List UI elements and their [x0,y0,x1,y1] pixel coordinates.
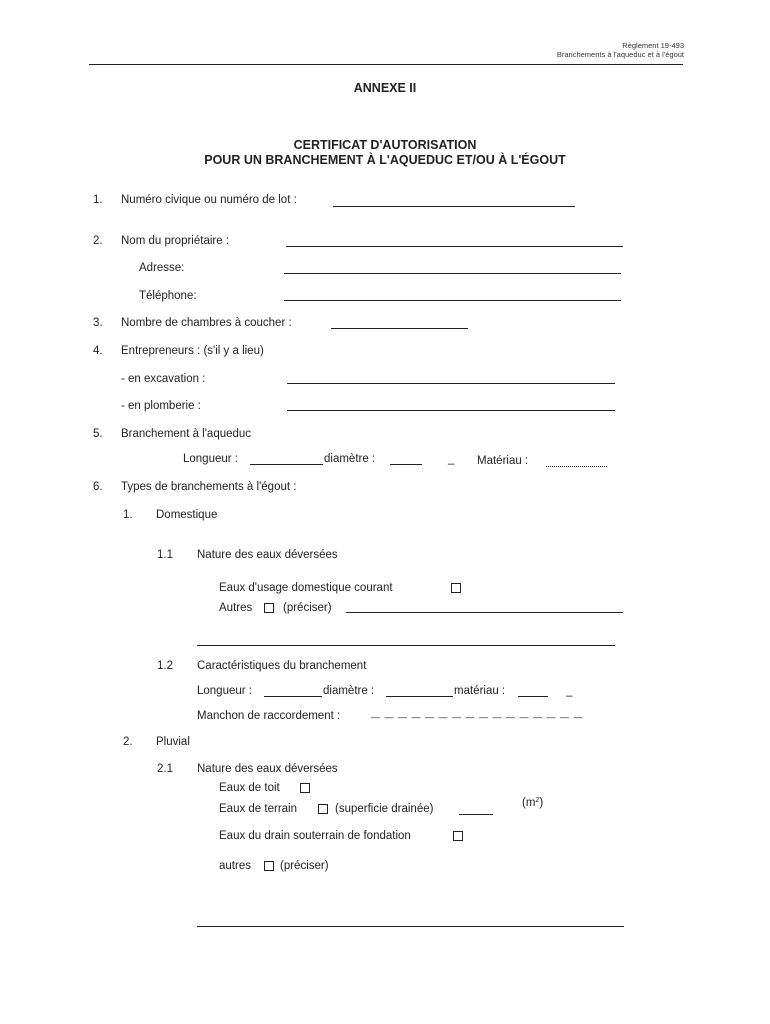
item-3-label: Nombre de chambres à coucher : [121,317,292,329]
domestic-usage-label: Eaux d'usage domestique courant [219,582,393,594]
domestic-1-1-label: Nature des eaux déversées [197,549,338,561]
domestic-material-field[interactable] [518,696,548,697]
excavation-field[interactable] [287,383,615,384]
domestic-length-label: Longueur : [197,685,252,697]
domestic-usage-checkbox[interactable] [451,583,461,593]
item-2-number: 2. [93,235,103,247]
domestic-length-field[interactable] [264,696,322,697]
drained-area-field[interactable] [459,814,493,815]
address-field[interactable] [284,273,621,274]
certificate-subtitle: POUR UN BRANCHEMENT À L'AQUEDUC ET/OU À L'ÉGOUT [204,153,566,167]
header-subject: Branchements à l'aqueduc et à l'égout [556,50,684,59]
header-rule [89,64,683,65]
bedrooms-field[interactable] [331,328,468,329]
aqueduct-diameter-field[interactable] [390,464,422,465]
domestic-specify-field[interactable] [346,612,623,613]
item-3-number: 3. [93,317,103,329]
ground-water-checkbox[interactable] [318,804,328,814]
coupling-field[interactable]: — — — — — — — — — — — — — — — — [371,712,584,722]
storm-2-1-number: 2.1 [157,763,173,775]
storm-other-label: autres [219,860,251,872]
item-4-label: Entrepreneurs : (s'il y a lieu) [121,345,264,357]
annex-title: ANNEXE II [353,81,417,95]
domestic-1-1-number: 1.1 [157,549,173,561]
domestic-label: Domestique [156,509,218,521]
lot-number-field[interactable] [333,206,575,207]
roof-water-label: Eaux de toit [219,782,280,794]
ground-water-label: Eaux de terrain [219,803,297,815]
storm-other-checkbox[interactable] [264,861,274,871]
domestic-dash: _ [566,685,573,697]
domestic-other-checkbox[interactable] [264,603,274,613]
storm-specify-field[interactable] [197,926,624,927]
domestic-specify-field-2[interactable] [197,645,615,646]
domestic-diameter-field[interactable] [386,696,453,697]
coupling-label: Manchon de raccordement : [197,710,341,722]
aqueduct-length-field[interactable] [250,464,323,465]
aqueduct-material-field[interactable] [546,466,607,467]
aqueduct-dash: _ [448,453,455,465]
item-1-number: 1. [93,194,103,206]
domestic-1-2-label: Caractéristiques du branchement [197,660,367,672]
plumbing-field[interactable] [287,410,615,411]
storm-label: Pluvial [156,736,190,748]
item-4-number: 4. [93,345,103,357]
aqueduct-material-label: Matériau : [477,455,529,467]
owner-name-field[interactable] [286,246,623,247]
item-5-number: 5. [93,428,103,440]
address-label: Adresse: [139,262,185,274]
area-unit: $(m^2)$ [522,797,544,809]
foundation-drain-label: Eaux du drain souterrain de fondation [219,830,411,842]
telephone-label: Téléphone: [139,290,197,302]
domestic-other-label: Autres [219,602,253,614]
foundation-drain-checkbox[interactable] [453,831,463,841]
domestic-specify-label: (préciser) [283,602,332,614]
certificate-title: CERTIFICAT D'AUTORISATION [293,138,477,152]
domestic-diameter-label: diamètre : [323,685,375,697]
domestic-1-2-number: 1.2 [157,660,173,672]
storm-number: 2. [123,736,133,748]
roof-water-checkbox[interactable] [300,783,310,793]
header-regulation: Règlement 19-493 [622,41,684,50]
item-2-label: Nom du propriétaire : [121,235,230,247]
telephone-field[interactable] [284,300,621,301]
storm-2-1-label: Nature des eaux déversées [197,763,338,775]
plumbing-label: - en plomberie : [121,400,201,412]
item-6-label: Types de branchements à l'égout : [121,481,297,493]
item-5-label: Branchement à l'aqueduc [121,428,252,440]
item-6-number: 6. [93,481,103,493]
aqueduct-length-label: Longueur : [183,453,238,465]
drained-area-label: (superficie drainée) [335,803,434,815]
aqueduct-diameter-label: diamètre : [324,453,376,465]
domestic-material-label: matériau : [454,685,506,697]
storm-specify-label: (préciser) [280,860,329,872]
excavation-label: - en excavation : [121,373,206,385]
item-1-label: Numéro civique ou numéro de lot : [121,194,297,206]
domestic-number: 1. [123,509,133,521]
